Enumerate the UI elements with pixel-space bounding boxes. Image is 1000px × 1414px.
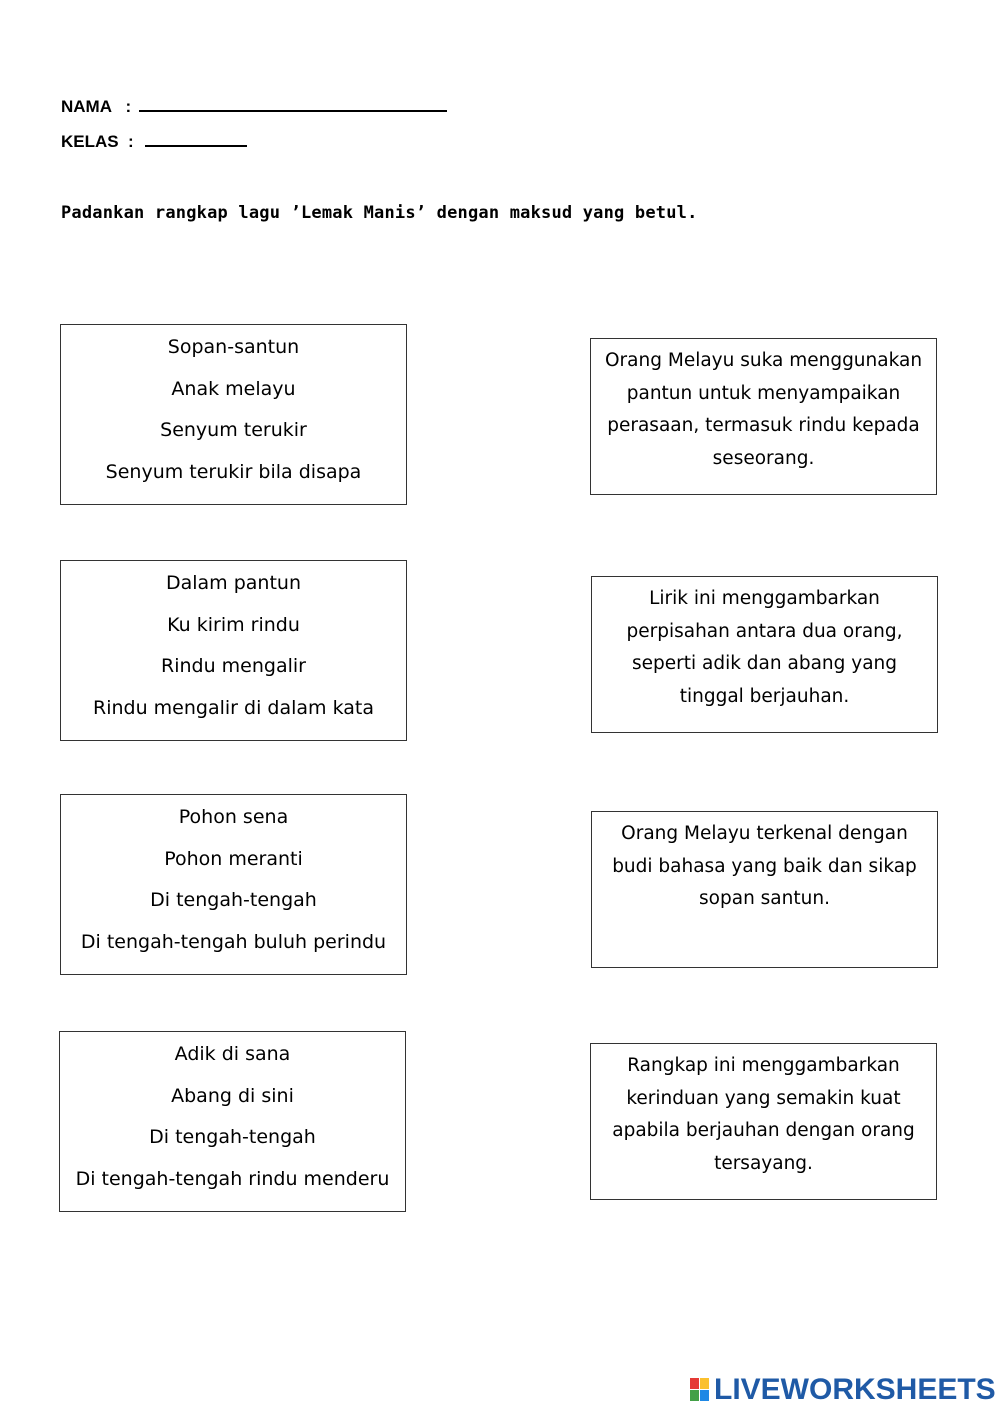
class-field-row (61, 131, 247, 152)
meaning-line: Rangkap ini menggambarkan (627, 1055, 900, 1076)
class-label: KELAS : (61, 132, 134, 151)
meaning-box-2[interactable] (591, 576, 938, 733)
meaning-line: seperti adik dan abang yang (631, 653, 898, 674)
lyric-line: Di tengah-tengah buluh perindu (80, 930, 387, 953)
meaning-line: Orang Melayu terkenal dengan (621, 823, 908, 844)
lyric-line: Ku kirim rindu (167, 613, 300, 636)
liveworksheets-logo-icon (690, 1378, 710, 1402)
lyric-line: Rindu mengalir (161, 655, 306, 677)
lyric-line: Rindu mengalir di dalam kata (93, 696, 374, 719)
lyric-line: Adik di sana (174, 1043, 291, 1065)
meaning-line: perpisahan antara dua orang, (626, 620, 903, 642)
lyric-box-4[interactable] (59, 1031, 406, 1212)
instruction-text: Padankan rangkap lagu ’Lemak Manis’ dengan maksud yang betul. (61, 203, 698, 223)
meaning-line: budi bahasa yang baik dan sikap (612, 855, 917, 877)
lyric-line: Sopan-santun (167, 336, 300, 358)
class-input-line[interactable] (145, 131, 247, 147)
name-field-row (61, 96, 447, 117)
lyric-line: Abang di sini (171, 1084, 294, 1107)
lyric-box-1[interactable] (60, 324, 407, 505)
meaning-line: tersayang. (714, 1152, 813, 1174)
liveworksheets-brand (690, 1374, 996, 1406)
lyric-line: Senyum terukir (160, 419, 307, 441)
meaning-line: kerinduan yang semakin kuat (626, 1087, 901, 1109)
meaning-line: perasaan, termasuk rindu kepada (607, 415, 920, 436)
meaning-box-3[interactable] (591, 811, 938, 968)
lyric-line: Di tengah-tengah (150, 889, 317, 911)
lyric-box-3[interactable] (60, 794, 407, 975)
brand-name: LIVEWORKSHEETS (714, 1373, 996, 1406)
meaning-box-1[interactable] (590, 338, 937, 495)
meaning-line: apabila berjauhan dengan orang (612, 1120, 915, 1141)
lyric-line: Dalam pantun (165, 572, 302, 594)
lyric-line: Di tengah-tengah (149, 1126, 316, 1148)
name-input-line[interactable] (139, 96, 447, 112)
lyric-line: Pohon sena (178, 806, 289, 828)
meaning-line: Lirik ini menggambarkan (649, 588, 880, 609)
meaning-line: Orang Melayu suka menggunakan (605, 350, 923, 371)
meaning-line: seseorang. (712, 447, 815, 469)
meaning-line: pantun untuk menyampaikan (626, 382, 901, 404)
lyric-line: Senyum terukir bila disapa (105, 460, 362, 483)
lyric-line: Di tengah-tengah rindu menderu (75, 1167, 390, 1190)
lyric-line: Anak melayu (171, 377, 296, 400)
meaning-line: tinggal berjauhan. (679, 685, 850, 707)
lyric-box-2[interactable] (60, 560, 407, 741)
name-label: NAMA : (61, 97, 132, 116)
lyric-line: Pohon meranti (164, 847, 303, 870)
meaning-box-4[interactable] (590, 1043, 937, 1200)
meaning-line: sopan santun. (699, 888, 830, 909)
